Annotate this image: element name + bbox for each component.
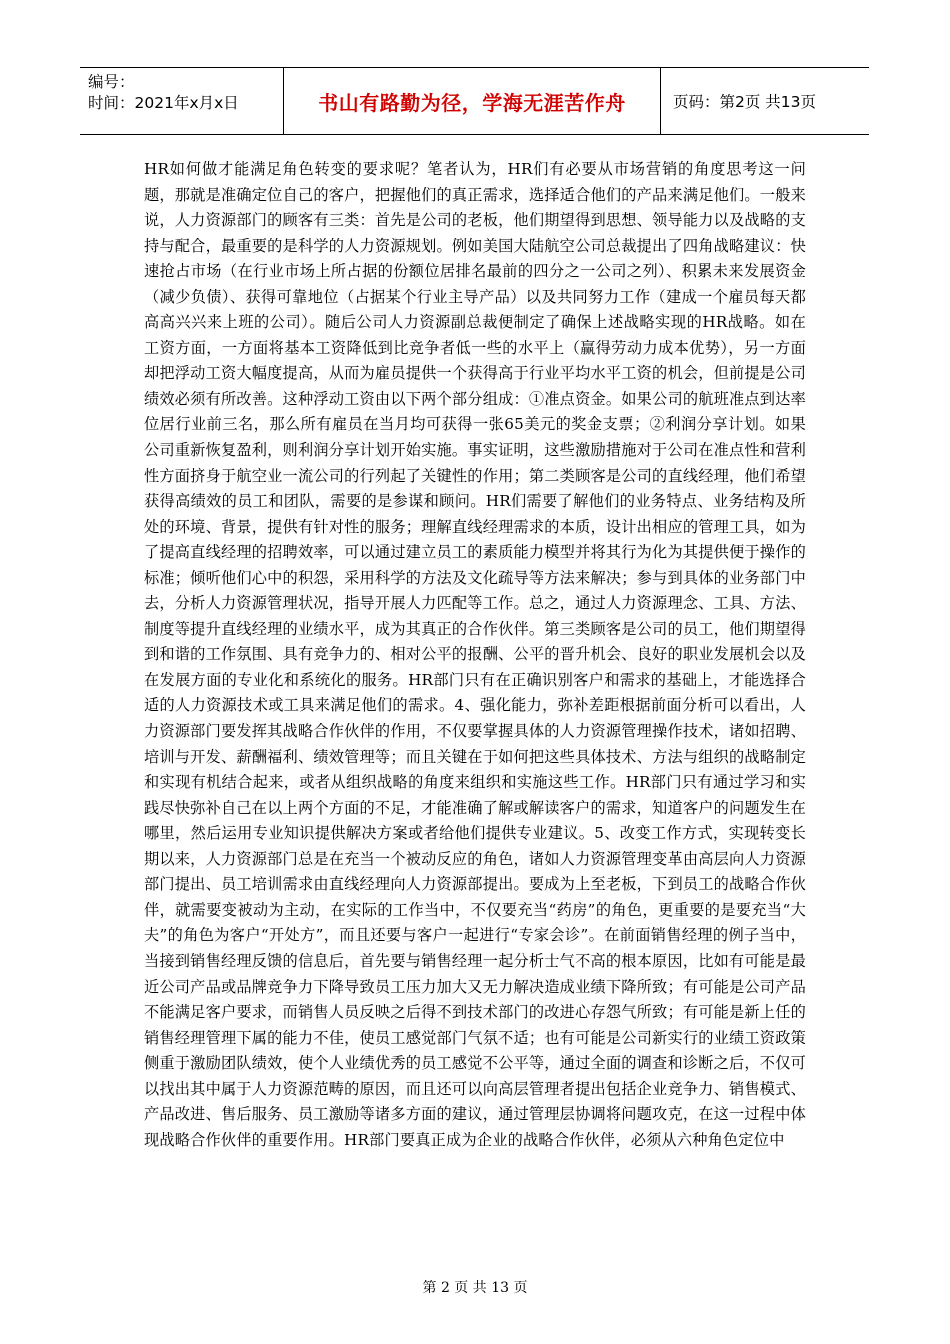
body-paragraph: HR如何做才能满足角色转变的要求呢？笔者认为，HR们有必要从市场营销的角度思考这一问题，那就是准确定位自己的客户，把握他们的真正需求，选择适合他们的产品来满足他们。一般来说，人力资源部门的顾客有三类：首先是公司的老板，他们期望得到思想、领导能力以及战略的支持与配合，最重要的是科学的人力资源规划。例如美国大陆航空公司总裁提出了四角战略建议：快速抢占市场（在行业市场上所占据的份额位居排名最前的四分之一公司之列）、积累未来发展资金（减少负债）、获得可靠地位（占据某个行业主导产品）以及共同努力工作（建成一个雇员每天都高高兴兴来上班的公司）。随后公司人力资源副总裁便制定了确保上述战略实现的HR战略。如在工资方面，一方面将基本工资降低到比竞争者低一些的水平上（赢得劳动力成本优势），另一方面却把浮动工资大幅度提高，从而为雇员提供一个获得高于行业平均水平工资的机会，但前提是公司绩效必须有所改善。这种浮动工资由以下两个部分组成：①准点资金。如果公司的航班准点到达率位居行业前三名，那么所有雇员在当月均可获得一张65美元的奖金支票；②利润分享计划。如果公司重新恢复盈利，则利润分享计划开始实施。事实证明，这些激励措施对于公司在准点性和营利性方面挤身于航空业一流公司的行列起了关键性的作用；第二类顾客是公司的直线经理，他们希望获得高绩效的员工和团队，需要的是参谋和顾问。HR们需要了解他们的业务特点、业务结构及所处的环境、背景，提供有针对性的服务；理解直线经理需求的本质，设计出相应的管理工具，如为了提高直线经理的招聘效率，可以通过建立员工的素质能力模型并将其行为化为其提供便于操作的标准；倾听他们心中的积怨，采用科学的方法及文化疏导等方法来解决；参与到具体的业务部门中去，分析人力资源管理状况，指导开展人力匹配等工作。总之，通过人力资源理念、工具、方法、制度等提升直线经理的业绩水平，成为其真正的合作伙伴。第三类顾客是公司的员工，他们期望得到和谐的工作氛围、具有竞争力的、相对公平的报酬、公平的晋升机会、良好的职业发展机会以及在发展方面的专业化和系统化的服务。HR部门只有在正确识别客户和需求的基础上，才能选择合适的人力资源技术或工具来满足他们的需求。4、强化能力，弥补差距根据前面分析可以看出，人力资源部门要发挥其战略合作伙伴的作用，不仅要掌握具体的人力资源管理操作技术，诸如招聘、培训与开发、薪酬福利、绩效管理等；而且关键在于如何把这些具体技术、方法与组织的战略制定和实现有机结合起来，或者从组织战略的角度来组织和实施这些工作。HR部门只有通过学习和实践尽快弥补自己在以上两个方面的不足，才能准确了解或解读客户的需求，知道客户的问题发生在哪里，然后运用专业知识提供解决方案或者给他们提供专业建议。5、改变工作方式，实现转变长期以来，人力资源部门总是在充当一个被动反应的角色，诸如人力资源管理变革由高层向人力资源部门提出、员工培训需求由直线经理向人力资源部提出。要成为上至老板，下到员工的战略合作伙伴，就需要变被动为主动，在实际的工作当中，不仅要充当“药房”的角色，更重要的是要充当“大夫”的角色为客户“开处方”，而且还要与客户一起进行“专家会诊”。在前面销售经理的例子当中，当接到销售经理反馈的信息后，首先要与销售经理一起分析士气不高的根本原因，比如有可能是最近公司产品或品牌竞争力下降导致员工压力加大又无力解决造成业绩下降所致；有可能是公司产品不能满足客户要求，而销售人员反映之后得不到技术部门的改进心存怨气所致；有可能是新上任的销售经理管理下属的能力不佳，使员工感觉部门气氛不适；也有可能是公司新实行的业绩工资政策侧重于激励团队绩效，使个人业绩优秀的员工感觉不公平等，通过全面的调查和诊断之后，不仅可以找出其中属于人力资源范畴的原因，而且还可以向高层管理者提出包括企业竞争力、销售模式、产品改进、售后服务、员工激励等诸多方面的建议，通过管理层协调将问题攻克，在这一过程中体现战略合作伙伴的重要作用。HR部门要真正成为企业的战略合作伙伴，必须从六种角色定位中 (144, 160, 806, 1149)
motto-text: 书山有路勤为径，学海无涯苦作舟 (318, 90, 626, 115)
page-footer: 第 2 页 共 13 页 (422, 1280, 528, 1296)
header-motto-cell (284, 68, 661, 134)
time-label: 时间：2021年x月x日 (88, 94, 239, 112)
header-info-cell (80, 68, 284, 134)
page-label: 页码：第2页 共13页 (673, 93, 817, 111)
number-label: 编号： (88, 73, 135, 91)
document-body (144, 157, 806, 1153)
header-page-cell (661, 68, 869, 134)
page-header (80, 67, 869, 135)
